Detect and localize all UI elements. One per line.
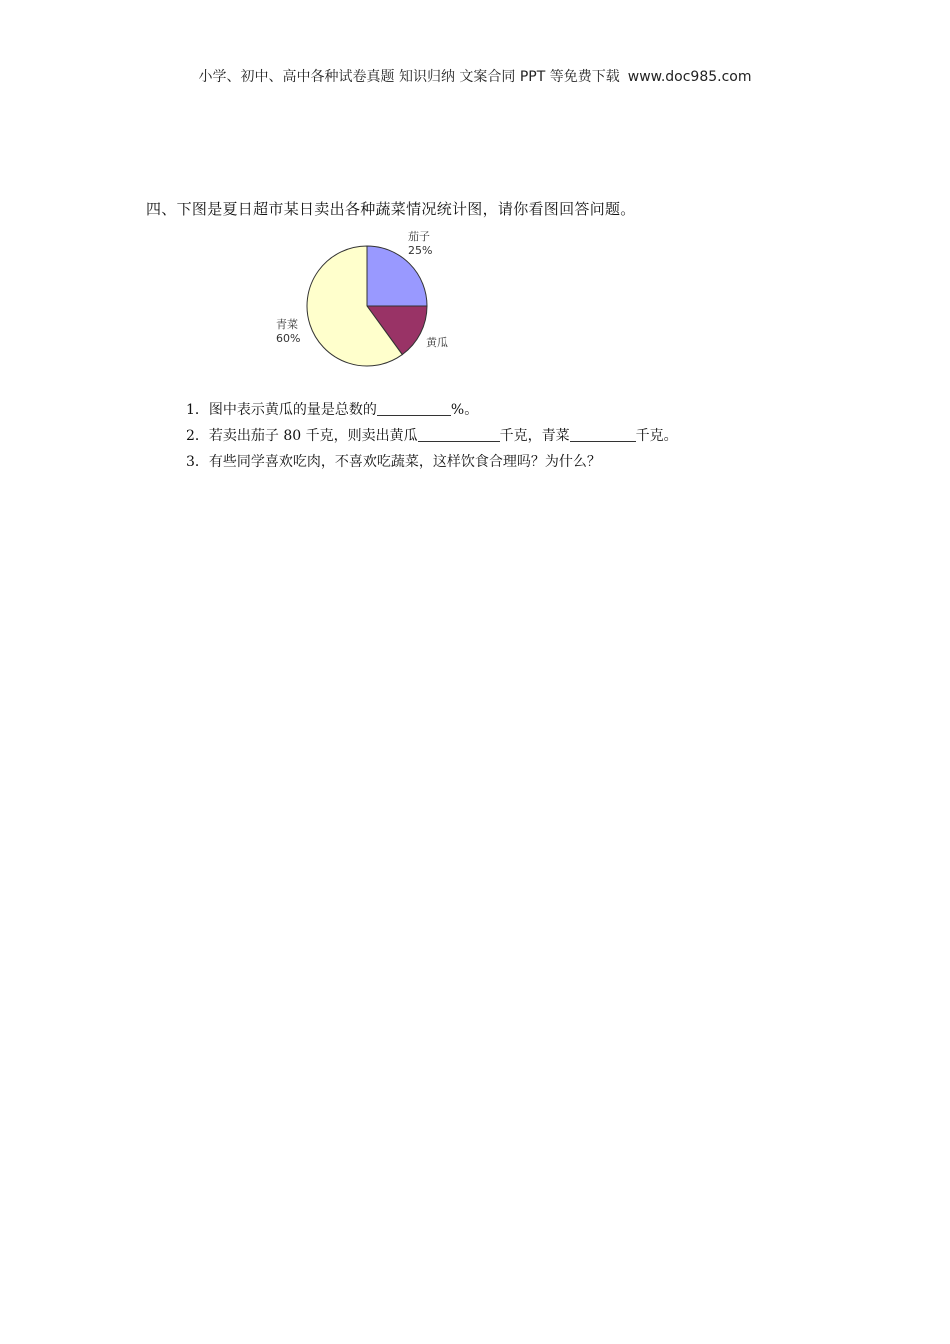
slice-value-label: 60% bbox=[276, 332, 301, 345]
question-text: 有些同学喜欢吃肉，不喜欢吃蔬菜，这样饮食合理吗？为什么？ bbox=[208, 454, 601, 470]
pie-chart-svg bbox=[262, 228, 492, 378]
slice-label: 黄瓜 bbox=[426, 336, 448, 349]
slice-value-label: 25% bbox=[408, 244, 433, 257]
question-2 bbox=[186, 423, 678, 449]
question-3 bbox=[186, 449, 678, 475]
question-text: 若卖出茄子 80 千克，则卖出黄瓜 bbox=[208, 428, 418, 444]
question-number: 3． bbox=[186, 454, 209, 470]
answer-blank[interactable] bbox=[377, 401, 451, 416]
question-number: 1． bbox=[186, 402, 209, 418]
header-text: 小学、初中、高中各种试卷真题 知识归纳 文案合同 PPT 等免费下载 bbox=[198, 69, 620, 85]
question-text: 千克，青菜 bbox=[499, 428, 570, 444]
question-text: 图中表示黄瓜的量是总数的 bbox=[208, 402, 377, 418]
question-text: %。 bbox=[450, 402, 479, 418]
answer-blank[interactable] bbox=[570, 427, 636, 442]
question-list bbox=[186, 397, 678, 475]
slice-label: 青菜 bbox=[276, 318, 298, 331]
header-site: www.doc985.com bbox=[627, 69, 752, 85]
question-text: 千克。 bbox=[635, 428, 678, 444]
section-title: 四、下图是夏日超市某日卖出各种蔬菜情况统计图，请你看图回答问题。 bbox=[146, 200, 636, 218]
answer-blank[interactable] bbox=[418, 427, 500, 442]
pie-chart bbox=[262, 228, 492, 378]
question-number: 2． bbox=[186, 428, 209, 444]
page-header bbox=[0, 66, 950, 86]
slice-label: 茄子 bbox=[408, 230, 430, 243]
question-1 bbox=[186, 397, 678, 423]
